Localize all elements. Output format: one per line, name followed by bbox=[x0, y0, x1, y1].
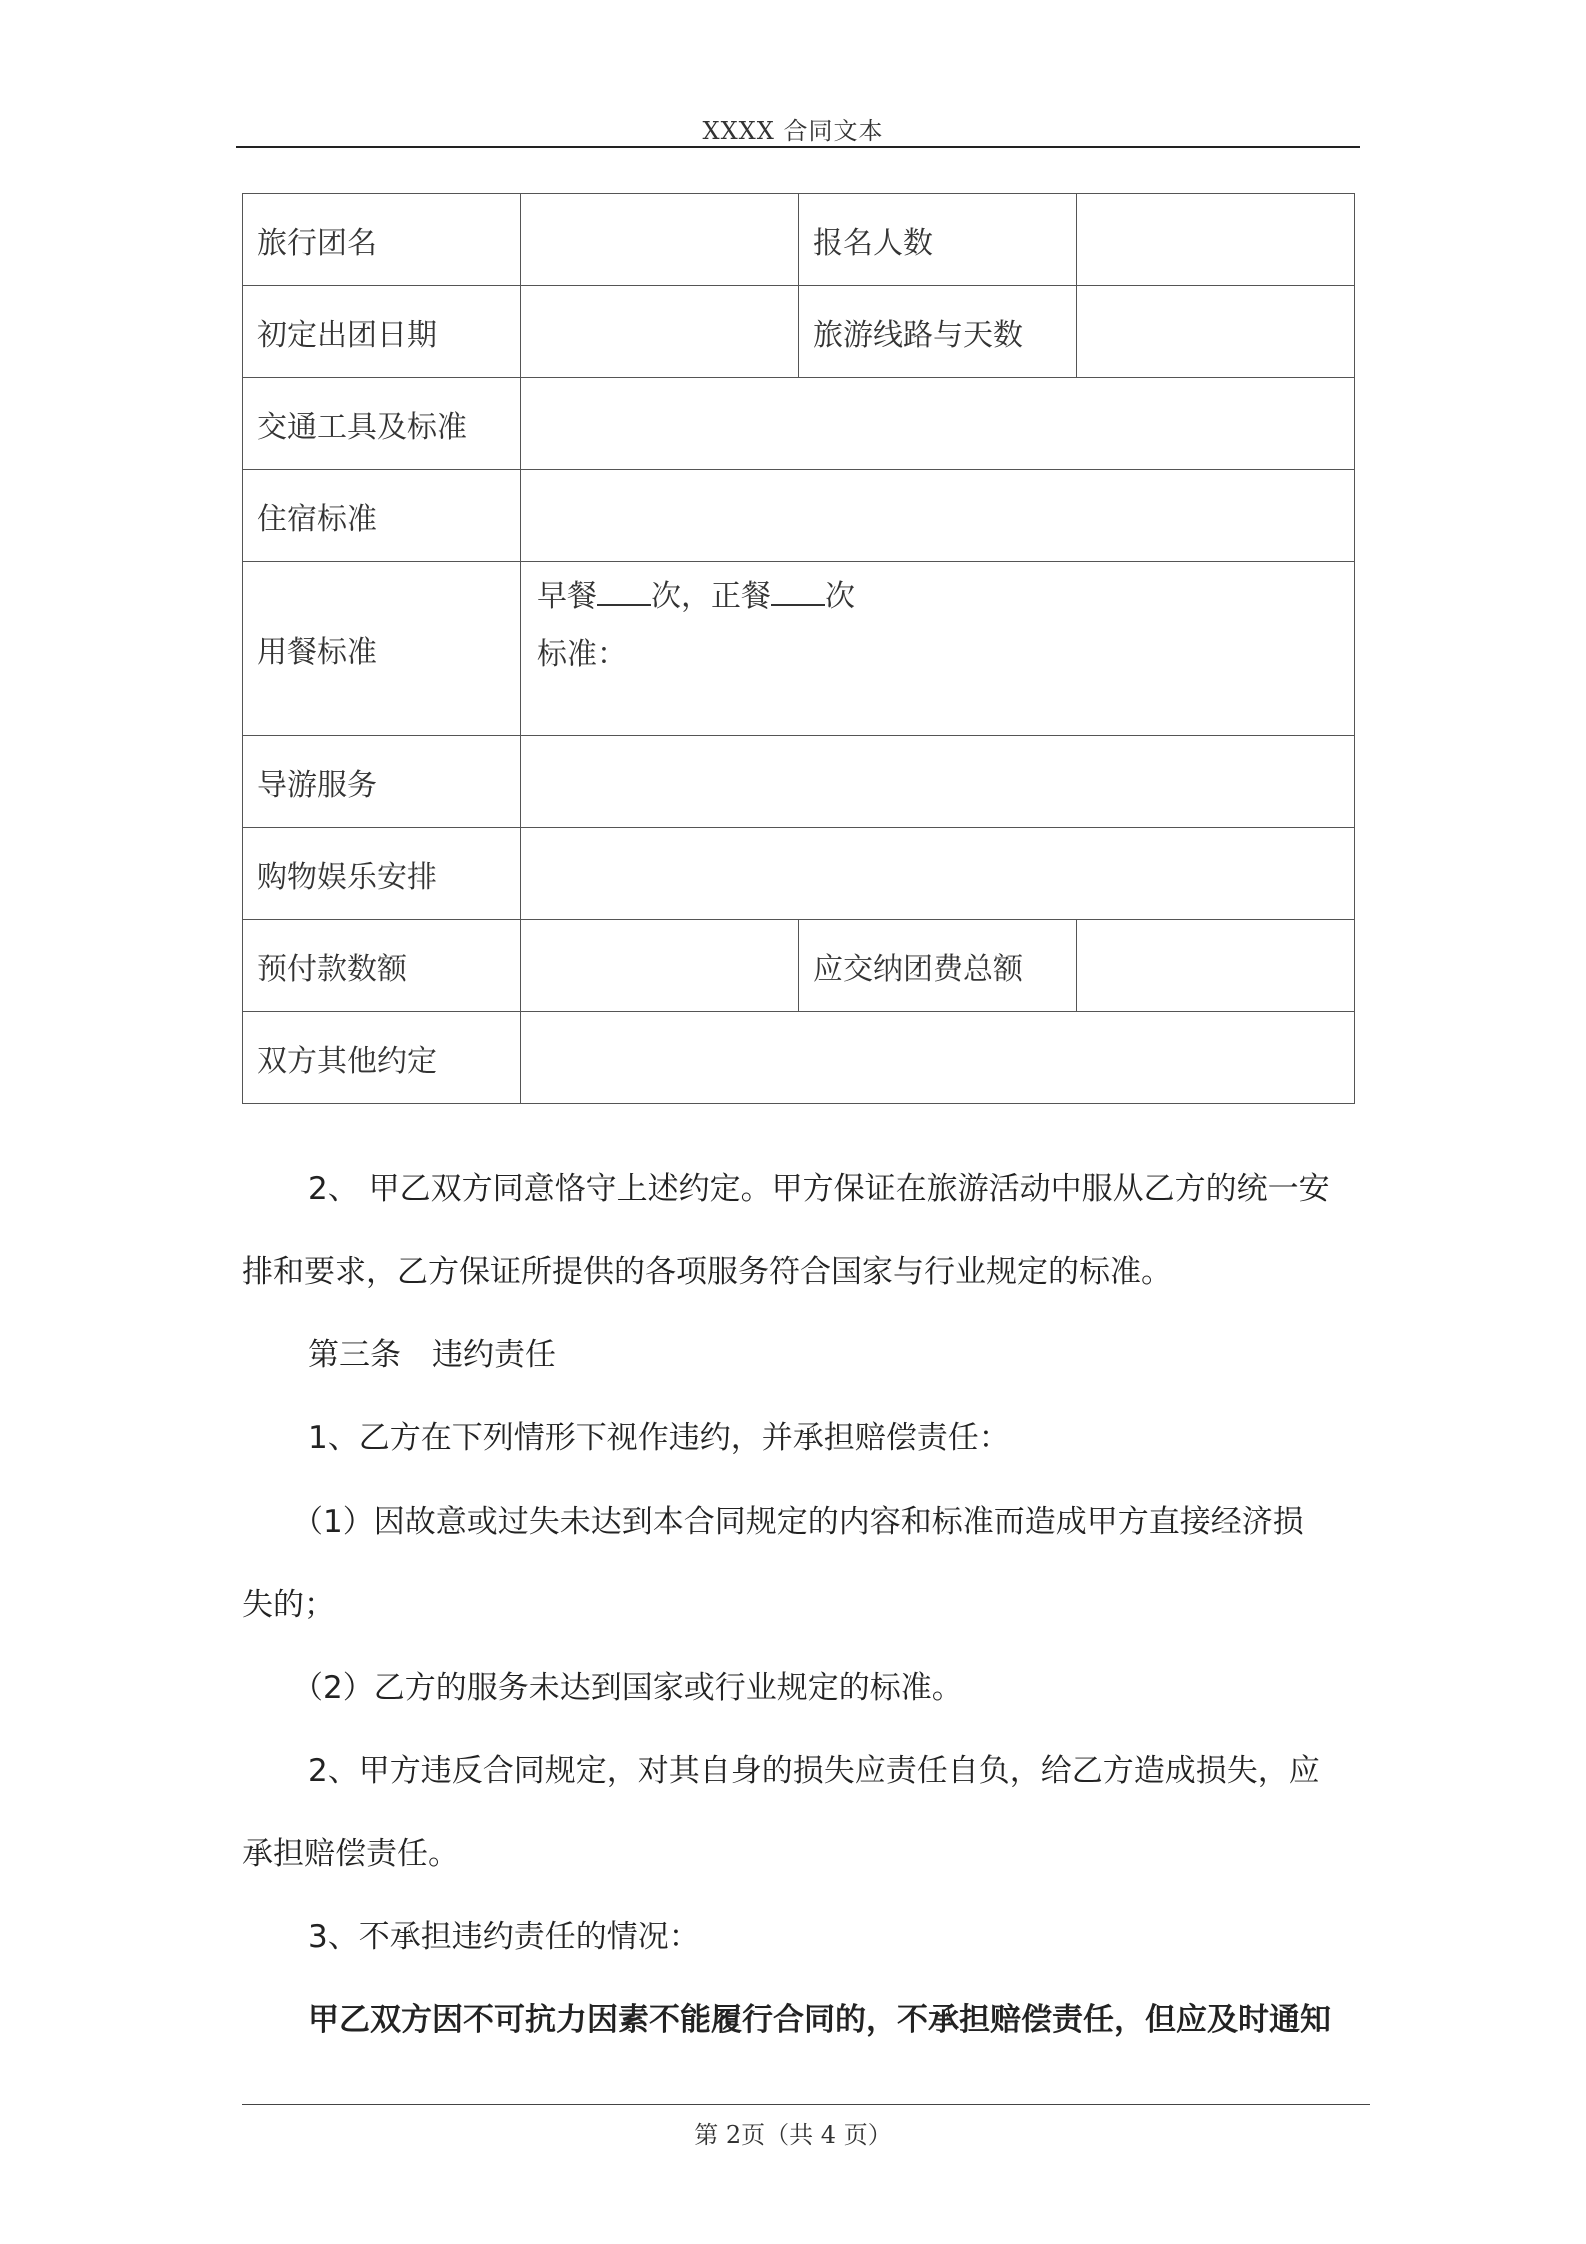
label-shopping: 购物娱乐安排 bbox=[243, 828, 521, 920]
main-meal-blank[interactable] bbox=[771, 580, 825, 606]
label-transport: 交通工具及标准 bbox=[243, 378, 521, 470]
field-shopping[interactable] bbox=[521, 828, 1355, 920]
field-meals[interactable] bbox=[521, 562, 1355, 736]
table-row bbox=[243, 736, 1355, 828]
article-3-heading: 第三条 违约责任 bbox=[308, 1337, 556, 1373]
table-row bbox=[243, 920, 1355, 1012]
label-prepayment: 预付款数额 bbox=[243, 920, 521, 1012]
page-number: 第 2页（共 4 页） bbox=[694, 2121, 892, 2149]
paragraph-party-a-line1: 2、甲方违反合同规定，对其自身的损失应责任自负，给乙方造成损失，应 bbox=[308, 1753, 1320, 1789]
table-row bbox=[243, 470, 1355, 562]
footer-rule bbox=[242, 2104, 1370, 2105]
field-prepayment[interactable] bbox=[521, 920, 799, 1012]
label-meals: 用餐标准 bbox=[243, 562, 521, 736]
label-total-fee: 应交纳团费总额 bbox=[799, 920, 1077, 1012]
paragraph-2-line1: 2、 甲乙双方同意恪守上述约定。甲方保证在旅游活动中服从乙方的统一安 bbox=[308, 1171, 1330, 1207]
breakfast-label: 早餐 bbox=[537, 579, 597, 614]
label-route-days: 旅游线路与天数 bbox=[799, 286, 1077, 378]
meal-standard-label: 标准： bbox=[537, 637, 627, 672]
field-total-fee[interactable] bbox=[1077, 920, 1355, 1012]
table-row bbox=[243, 562, 1355, 736]
table-row bbox=[243, 286, 1355, 378]
label-other-agreements: 双方其他约定 bbox=[243, 1012, 521, 1104]
table-row bbox=[243, 828, 1355, 920]
field-transport[interactable] bbox=[521, 378, 1355, 470]
field-guide-service[interactable] bbox=[521, 736, 1355, 828]
times-label: 次 bbox=[825, 579, 855, 614]
paragraph-breach-item2: （2）乙方的服务未达到国家或行业规定的标准。 bbox=[292, 1670, 963, 1706]
label-tour-group-name: 旅行团名 bbox=[243, 194, 521, 286]
paragraph-breach-item1-line1: （1）因故意或过失未达到本合同规定的内容和标准而造成甲方直接经济损 bbox=[292, 1504, 1304, 1540]
table-row bbox=[243, 194, 1355, 286]
meal-counts-line bbox=[537, 568, 1340, 626]
paragraph-exemption-intro: 3、不承担违约责任的情况： bbox=[308, 1919, 700, 1955]
paragraph-breach-item1-line2: 失的； bbox=[242, 1587, 335, 1623]
header-rule bbox=[236, 146, 1360, 148]
label-departure-date: 初定出团日期 bbox=[243, 286, 521, 378]
field-route-days[interactable] bbox=[1077, 286, 1355, 378]
field-accommodation[interactable] bbox=[521, 470, 1355, 562]
paragraph-party-a-line2: 承担赔偿责任。 bbox=[242, 1836, 459, 1872]
header-title: XXXX 合同文本 bbox=[702, 117, 884, 145]
field-departure-date[interactable] bbox=[521, 286, 799, 378]
paragraph-force-majeure: 甲乙双方因不可抗力因素不能履行合同的，不承担赔偿责任，但应及时通知 bbox=[308, 2002, 1331, 2038]
field-tour-group-name[interactable] bbox=[521, 194, 799, 286]
label-accommodation: 住宿标准 bbox=[243, 470, 521, 562]
table-row bbox=[243, 1012, 1355, 1104]
field-other-agreements[interactable] bbox=[521, 1012, 1355, 1104]
itinerary-table bbox=[242, 193, 1355, 1104]
paragraph-breach-intro: 1、乙方在下列情形下视作违约，并承担赔偿责任： bbox=[308, 1420, 1010, 1456]
label-registrants: 报名人数 bbox=[799, 194, 1077, 286]
field-registrants[interactable] bbox=[1077, 194, 1355, 286]
breakfast-blank[interactable] bbox=[597, 580, 651, 606]
label-guide-service: 导游服务 bbox=[243, 736, 521, 828]
table-row bbox=[243, 378, 1355, 470]
lunch-label: 次，正餐 bbox=[651, 579, 771, 614]
paragraph-2-line2: 排和要求，乙方保证所提供的各项服务符合国家与行业规定的标准。 bbox=[242, 1254, 1172, 1290]
